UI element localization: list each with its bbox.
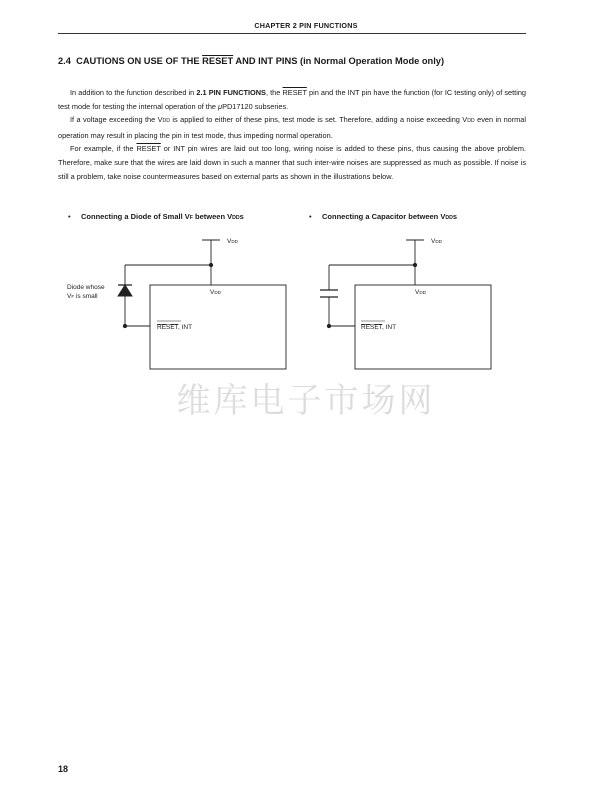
- chapter-header: CHAPTER 2 PIN FUNCTIONS: [254, 21, 358, 30]
- junction-dot: [123, 324, 126, 327]
- junction-dot: [209, 263, 212, 266]
- vdd-terminal-label: VDD: [431, 238, 442, 245]
- capacitor-circuit: [320, 240, 491, 369]
- cross-reference: 2.1 PIN FUNCTIONS: [196, 88, 266, 97]
- diode-note-line2: VF is small: [67, 293, 98, 300]
- capacitor-circuit-labels: [361, 238, 443, 331]
- figure-right-heading: • Connecting a Capacitor between VDDs: [309, 212, 458, 221]
- diode-circuit-labels: [67, 238, 239, 331]
- junction-dot: [327, 324, 330, 327]
- vdd-pin-label: VDD: [210, 289, 221, 296]
- paragraph-1: In addition to the function described in 2.1 PIN FUNCTIONS, the RESET pin and the INT pin have the function (for IC testing only) of setting test mode for testing the internal operation of the μPD17120 subseries.: [58, 88, 527, 111]
- junction-dot: [413, 263, 416, 266]
- diode-symbol: [118, 285, 132, 296]
- section-title-reset: RESET: [202, 56, 234, 66]
- figure-left-heading: • Connecting a Diode of Small VF between VDDs: [68, 212, 244, 221]
- page-number: 18: [58, 764, 69, 774]
- section-title-prefix: CAUTIONS ON USE OF THE: [76, 56, 200, 66]
- section-number: 2.4: [58, 56, 71, 66]
- reset-int-pin-label: RESET, INT: [361, 324, 397, 331]
- watermark-text: 维库电子市场网: [176, 381, 436, 421]
- reset-int-pin-label: RESET, INT: [157, 324, 193, 331]
- section-title-suffix: AND INT PINS (in Normal Operation Mode only): [235, 56, 445, 66]
- paragraph-2: If a voltage exceeding the VDD is applied to either of these pins, test mode is set. Therefore, adding a noise exceeding VDD even in normal operation may result in placing the pin in test mode, thus impeding normal operation.: [58, 115, 527, 140]
- diode-note-line1: Diode whose: [67, 284, 105, 291]
- paragraph-3: For example, if the RESET or INT pin wires are laid out too long, wiring noise is added to these pins, thus causing the above problem. Therefore, make sure that the wires are laid down in such a manner that such inter-wire noises are suppressed as much as possible. If noise is still a problem, take noise countermeasures based on external parts as shown in the illustrations below.: [58, 144, 526, 181]
- vdd-pin-label: VDD: [415, 289, 426, 296]
- diode-circuit: [118, 240, 286, 369]
- vdd-terminal-label: VDD: [227, 238, 238, 245]
